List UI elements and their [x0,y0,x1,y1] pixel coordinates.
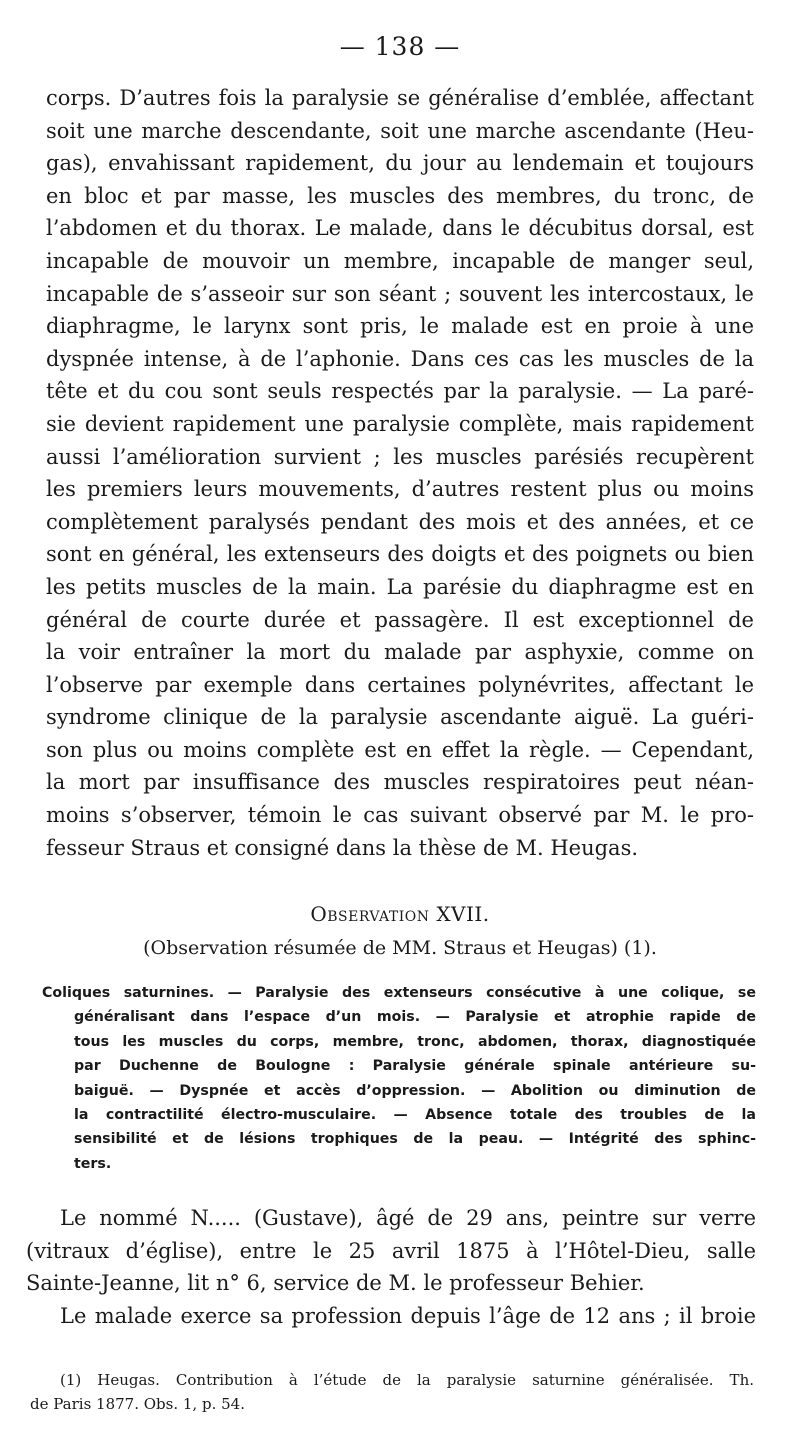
paragraph-line: sie devient rapidement une paralysie complète, mais rapidement [46,411,754,436]
summary-line: par Duchenne de Boulogne : Paralysie générale spinale antérieure su- [74,1058,756,1075]
footnote-line: de Paris 1877. Obs. 1, p. 54. [30,1395,245,1413]
summary-line: généralisant dans l’espace d’un mois. — Paralysie et atrophie rapide de [74,1009,756,1026]
paragraph-line: son plus ou moins complète est en effet la règle. — Cependant, [46,737,754,762]
summary-line: Coliques saturnines. — Paralysie des extenseurs consécutive à une colique, se [42,985,756,1001]
summary-line: baiguë. — Dyspnée et accès d’oppression. — Abolition ou diminution de [74,1082,756,1099]
paragraph-line: les petits muscles de la main. La parésie du diaphragme est en [46,574,754,599]
case-paragraph [26,1202,756,1332]
paragraph-line: la voir entraîner la mort du malade par asphyxie, comme on [46,640,754,665]
paragraph-line: les premiers leurs mouvements, d’autres restent plus ou moins [46,477,754,502]
paragraph-line: incapable de s’asseoir sur son séant ; souvent les intercostaux, le [46,281,754,306]
paragraph-line: moins s’observer, témoin le cas suivant observé par M. le pro- [46,803,754,828]
case-line: Sainte-Jeanne, lit n° 6, service de M. le professeur Behier. [26,1271,645,1295]
case-line: Le malade exerce sa profession depuis l’âge de 12 ans ; il broie [60,1303,756,1328]
observation-summary [42,981,756,1176]
paragraph-line: général de courte durée et passagère. Il est exceptionnel de [46,607,754,632]
summary-line: tous les muscles du corps, membre, tronc, abdomen, thorax, diagnostiquée [74,1033,756,1050]
paragraph-line: syndrome clinique de la paralysie ascendante aiguë. La guéri- [46,705,754,730]
paragraph-line: corps. D’autres fois la paralysie se généralise d’emblée, affectant [46,86,754,110]
case-line: (vitraux d’église), entre le 25 avril 1875 à l’Hôtel-Dieu, salle [26,1238,756,1263]
observation-title: Observation XVII. [310,902,490,926]
page-number: — 138 — [339,32,461,61]
paragraph-line: gas), envahissant rapidement, du jour au lendemain et toujours [46,151,754,176]
summary-line: sensibilité et de lésions trophiques de la peau. — Intégrité des sphinc- [74,1131,756,1148]
paragraph-line: tête et du cou sont seuls respectés par la paralysie. — La paré- [46,379,754,404]
summary-line: la contractilité électro-musculaire. — Absence totale des troubles de la [74,1106,756,1123]
observation-subtitle: (Observation résumée de MM. Straus et Heugas) (1). [143,937,657,959]
paragraph-line: sont en général, les extenseurs des doigts et des poignets ou bien [46,542,754,567]
paragraph-line: incapable de mouvoir un membre, incapable de manger seul, [46,248,754,273]
footnote [30,1368,754,1416]
case-line: Le nommé N..... (Gustave), âgé de 29 ans, peintre sur verre [60,1206,756,1230]
paragraph-line: l’observe par exemple dans certaines polynévrites, affectant le [46,672,754,697]
paragraph-line: la mort par insuffisance des muscles respiratoires peut néan- [46,770,754,795]
footnote-line: (1) Heugas. Contribution à l’étude de la paralysie saturnine généralisée. Th. [60,1371,754,1389]
paragraph-line: fesseur Straus et consigné dans la thèse de M. Heugas. [46,835,639,860]
paragraph-line: dyspnée intense, à de l’aphonie. Dans ces cas les muscles de la [46,346,754,371]
summary-line: ters. [74,1155,112,1172]
paragraph-line: l’abdomen et du thorax. Le malade, dans le décubitus dorsal, est [46,216,754,241]
paragraph-line: complètement paralysés pendant des mois et des années, et ce [46,509,754,534]
paragraph-line: en bloc et par masse, les muscles des membres, du tronc, de [46,183,754,208]
paragraph-line: soit une marche descendante, soit une marche ascendante (Heu- [46,118,754,143]
paragraph-line: aussi l’amélioration survient ; les muscles parésiés recupèrent [46,444,754,469]
paragraph-line: diaphragme, le larynx sont pris, le malade est en proie à une [46,314,754,339]
main-paragraph [46,82,754,864]
